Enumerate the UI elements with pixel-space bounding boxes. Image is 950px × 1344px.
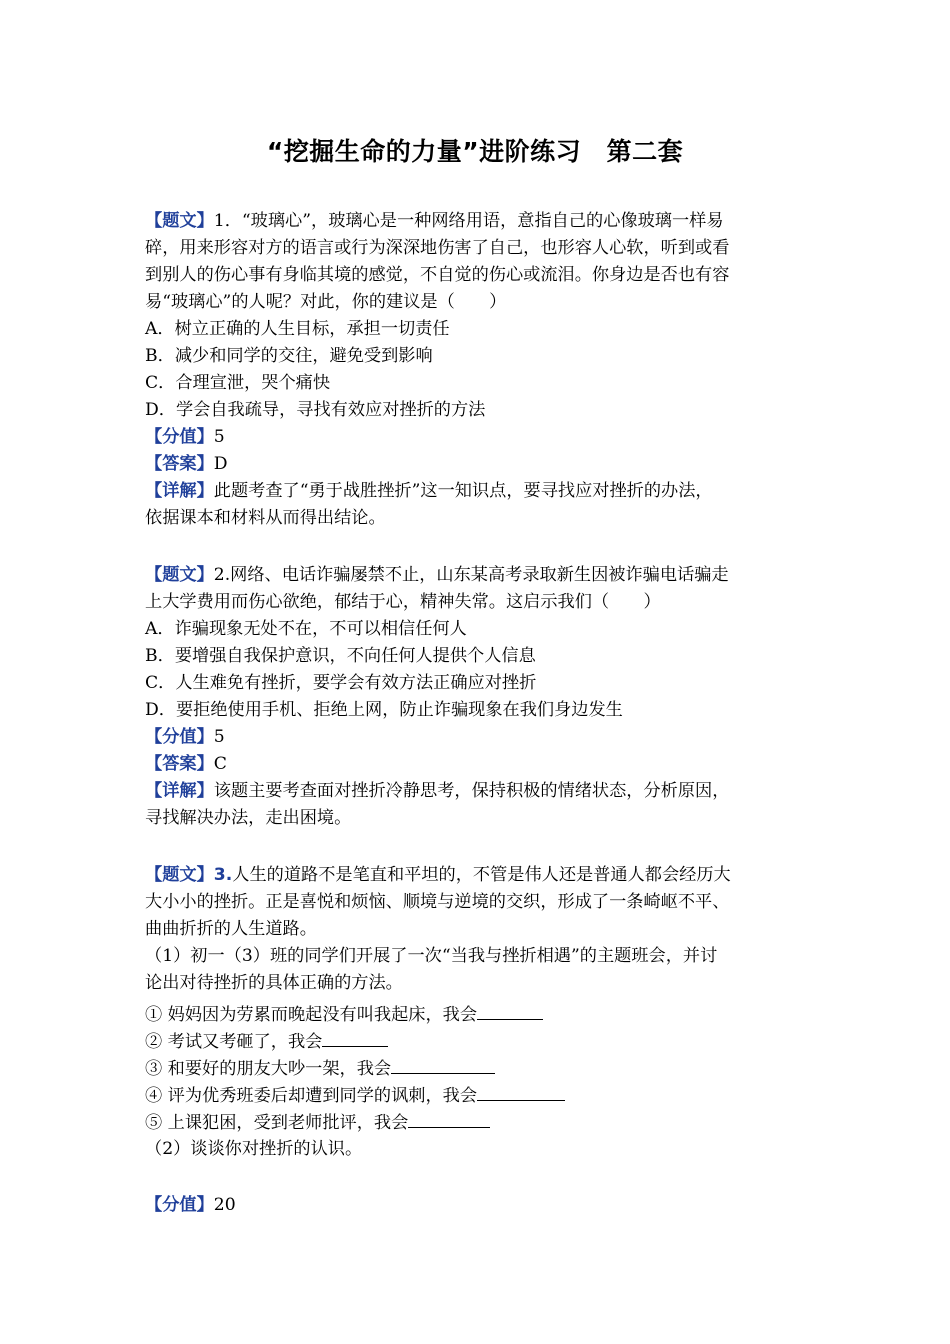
q3-part2: （2）谈谈你对挫折的认识。 (145, 1139, 363, 1159)
score-label: 【分值】 (145, 427, 214, 447)
q3-item-3: ③ 和要好的朋友大吵一架，我会 (145, 1055, 825, 1083)
answer-blank[interactable] (408, 1109, 490, 1128)
q1-detail-line-2: 依据课本和材料从而得出结论。 (145, 508, 386, 528)
q3-score-value: 20 (213, 1195, 236, 1215)
answer-label: 【答案】 (145, 754, 214, 774)
q1-stem-line-2: 碎，用来形容对方的语言或行为深深地伤害了自己，也形容人心软，听到或看 (145, 238, 730, 258)
q1-stem-line-4: 易“玻璃心”的人呢？对此，你的建议是（ ） (145, 292, 507, 312)
q2-stem-line-2: 上大学费用而伤心欲绝，郁结于心，精神失常。这启示我们（ ） (145, 592, 661, 612)
q2-option-c: C．人生难免有挫折，要学会有效方法正确应对挫折 (145, 673, 537, 693)
q3-item-1: ① 妈妈因为劳累而晚起没有叫我起床，我会 (145, 1001, 825, 1029)
q3-item-2: ② 考试又考砸了，我会 (145, 1028, 825, 1056)
q1-option-a: A．树立正确的人生目标，承担一切责任 (145, 319, 450, 339)
answer-blank[interactable] (391, 1055, 495, 1074)
question-label: 【题文】 (145, 211, 214, 231)
q3-item-5: ⑤ 上课犯困，受到老师批评，我会 (145, 1109, 825, 1137)
detail-label: 【详解】 (145, 781, 214, 801)
q3-stem-line-1: 【题文】3.人生的道路不是笔直和平坦的，不管是伟人还是普通人都会经历大 (145, 865, 731, 885)
q2-answer-value: C (213, 754, 227, 774)
question-label: 【题文】 (145, 565, 214, 585)
q2-score-value: 5 (213, 727, 225, 747)
q2-option-a: A．诈骗现象无处不在，不可以相信任何人 (145, 619, 467, 639)
score-label: 【分值】 (145, 1195, 214, 1215)
q3-stem-line-2: 大小小的挫折。正是喜悦和烦恼、顺境与逆境的交织，形成了一条崎岖不平、 (145, 892, 730, 912)
q3-number: 3. (213, 865, 233, 885)
q3-stem-line-3: 曲曲折折的人生道路。 (145, 919, 317, 939)
q1-score-value: 5 (213, 427, 225, 447)
q3-part1-line-1: （1）初一（3）班的同学们开展了一次“当我与挫折相遇”的主题班会，并讨 (145, 946, 718, 966)
q2-detail-line-2: 寻找解决办法，走出困境。 (145, 808, 352, 828)
q2-answer (145, 751, 825, 778)
detail-label: 【详解】 (145, 481, 214, 501)
q1-stem-line-3: 到别人的伤心事有身临其境的感觉，不自觉的伤心或流泪。你身边是否也有容 (145, 265, 730, 285)
q1-score (145, 424, 825, 451)
q1-answer-value: D (213, 454, 228, 474)
q2-stem-line-1: 【题文】2.网络、电话诈骗屡禁不止，山东某高考录取新生因被诈骗电话骗走 (145, 565, 729, 585)
q3-score (145, 1192, 825, 1219)
answer-blank[interactable] (322, 1028, 388, 1047)
question-label: 【题文】 (145, 865, 214, 885)
q1-answer (145, 451, 825, 478)
q2-option-d: D．要拒绝使用手机、拒绝上网，防止诈骗现象在我们身边发生 (145, 700, 623, 720)
q2-detail-line-1: 【详解】该题主要考查面对挫折冷静思考，保持积极的情绪状态，分析原因， (145, 781, 730, 801)
page-title: “挖掘生命的力量”进阶练习 第二套 (266, 137, 684, 166)
q2-score (145, 724, 825, 751)
q2-option-b: B．要增强自我保护意识，不向任何人提供个人信息 (145, 646, 536, 666)
q1-option-d: D．学会自我疏导，寻找有效应对挫折的方法 (145, 400, 486, 420)
q1-option-c: C．合理宣泄，哭个痛快 (145, 373, 331, 393)
answer-label: 【答案】 (145, 454, 214, 474)
answer-blank[interactable] (477, 1082, 565, 1101)
score-label: 【分值】 (145, 727, 214, 747)
answer-blank[interactable] (477, 1001, 543, 1020)
q1-stem-line-1: 【题文】1．“玻璃心”，玻璃心是一种网络用语，意指自己的心像玻璃一样易 (145, 211, 724, 231)
q1-option-b: B．减少和同学的交往，避免受到影响 (145, 346, 433, 366)
q1-detail-line-1: 【详解】此题考查了“勇于战胜挫折”这一知识点，要寻找应对挫折的办法， (145, 481, 713, 501)
q3-part1-line-2: 论出对待挫折的具体正确的方法。 (145, 973, 403, 993)
q3-item-4: ④ 评为优秀班委后却遭到同学的讽刺，我会 (145, 1082, 825, 1110)
